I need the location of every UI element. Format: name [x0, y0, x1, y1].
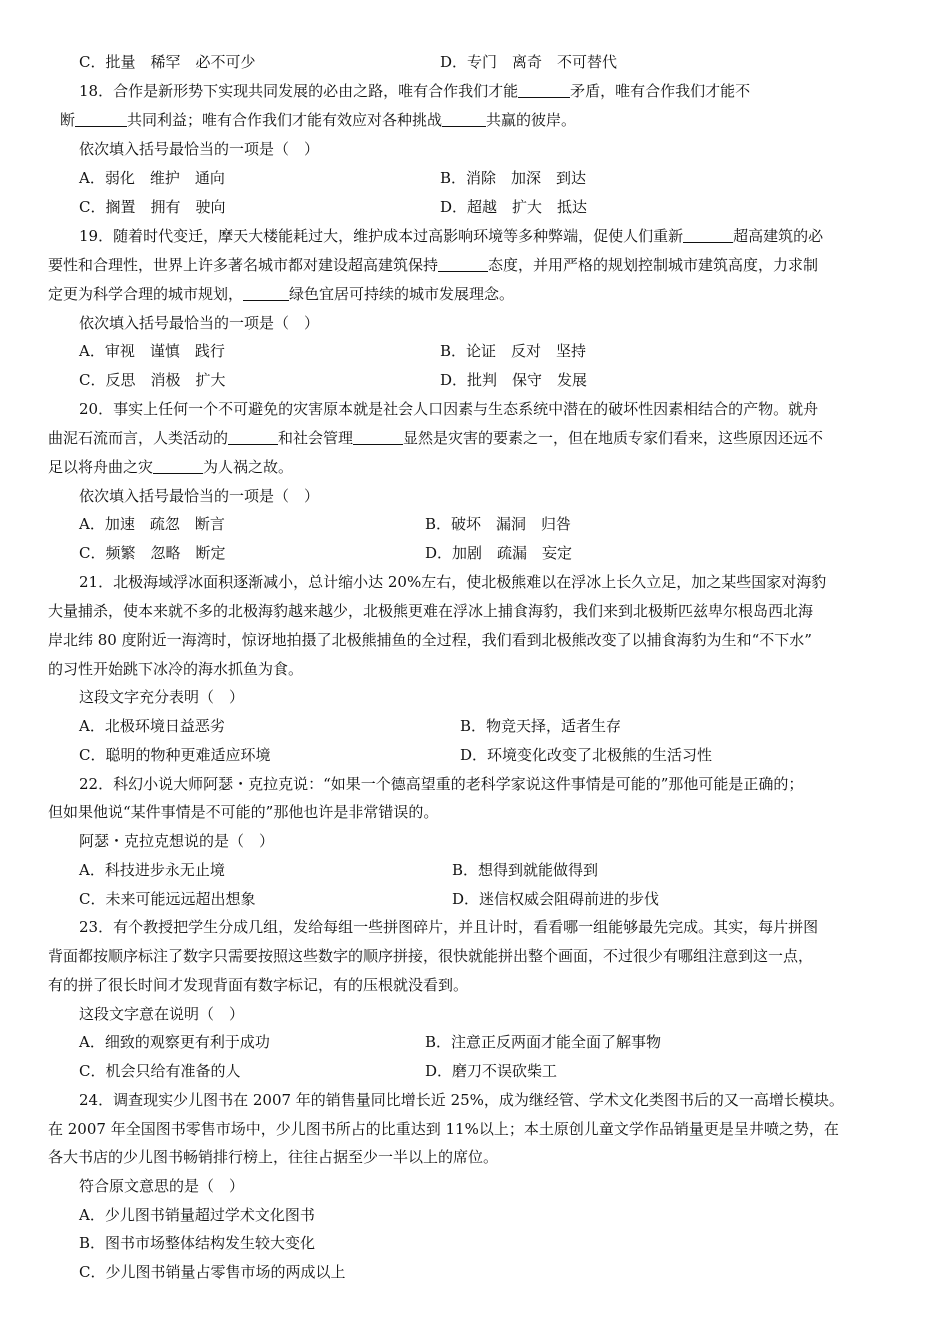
q22-option-b: B．想得到就能做得到 [452, 861, 599, 879]
q22-option-d: D．迷信权威会阻碍前进的步伐 [452, 890, 660, 908]
q17-option-c: C．批量 稀罕 必不可少 [79, 53, 256, 71]
q23-option-c: C．机会只给有准备的人 [79, 1062, 241, 1080]
q20-option-c: C．频繁 忽略 断定 [79, 544, 226, 562]
q19-option-c: C．反思 消极 扩大 [79, 371, 226, 389]
q23-stem-line-2: 背面都按顺序标注了数字只需要按照这些数字的顺序拼接，很快就能拼出整个画面，不过很少有哪组注意到这一点， [48, 947, 814, 965]
q21-option-b: B．物竞天择，适者生存 [460, 717, 622, 735]
q23-option-b: B．注意正反两面才能全面了解事物 [425, 1033, 662, 1051]
q19-option-a: A．审视 谨慎 践行 [79, 342, 225, 360]
q24-prompt: 符合原文意思的是（ ） [79, 1177, 245, 1195]
q20-stem-line-2: 曲泥石流而言，人类活动的 和社会管理 显然是灾害的要素之一，但在地质专家们看来，这些原因还远不 [48, 429, 824, 447]
q24-option-c: C．少儿图书销量占零售市场的两成以上 [79, 1263, 346, 1281]
q24-option-b: B．图书市场整体结构发生较大变化 [79, 1234, 316, 1252]
q21-stem-line-4: 的习性开始跳下冰冷的海水抓鱼为食。 [48, 660, 304, 678]
q22-prompt: 阿瑟・克拉克想说的是（ ） [79, 832, 275, 850]
q21-stem-line-3: 岸北纬 80 度附近一海湾时，惊讶地拍摄了北极熊捕鱼的全过程，我们看到北极熊改变了以捕食海豹为生和“不下水” [48, 631, 812, 649]
q23-stem-line-1: 23．有个教授把学生分成几组，发给每组一些拼图碎片，并且计时，看看哪一组能够最先完成。其实，每片拼图 [79, 918, 819, 936]
q19-prompt: 依次填入括号最恰当的一项是（ ） [79, 314, 320, 332]
q23-option-d: D．磨刀不误砍柴工 [425, 1062, 558, 1080]
fill-blank [153, 459, 203, 474]
q24-stem-line-3: 各大书店的少儿图书畅销排行榜上，往往占据至少一半以上的席位。 [48, 1148, 499, 1166]
q20-stem-line-3: 足以将舟曲之灾 为人祸之故。 [48, 458, 294, 476]
q18-option-d: D．超越 扩大 抵达 [440, 198, 588, 216]
fill-blank [228, 430, 278, 445]
q19-stem-line-1: 19．随着时代变迁，摩天大楼能耗过大，维护成本过高影响环境等多种弊端，促使人们重新 超高建筑的必 [79, 227, 824, 245]
q20-stem-line-1: 20．事实上任何一个不可避免的灾害原本就是社会人口因素与生态系统中潜在的破坏性因素相结合的产物。就舟 [79, 400, 819, 418]
q24-stem-line-2: 在 2007 年全国图书零售市场中，少儿图书所占的比重达到 11%以上；本土原创儿童文学作品销量更是呈井喷之势，在 [48, 1120, 839, 1138]
q21-stem-line-2: 大量捕杀，使本来就不多的北极海豹越来越少，北极熊更难在浮冰上捕食海豹，我们来到北极斯匹兹卑尔根岛西北海 [48, 602, 814, 620]
q19-option-b: B．论证 反对 坚持 [440, 342, 587, 360]
fill-blank [75, 112, 127, 127]
q22-stem-line-2: 但如果他说“某件事情是不可能的”那他也许是非常错误的。 [48, 803, 439, 821]
q18-stem-line-1: 18．合作是新形势下实现共同发展的必由之路，唯有合作我们才能 矛盾，唯有合作我们才能不 [79, 82, 751, 100]
q21-option-d: D．环境变化改变了北极熊的生活习性 [460, 746, 713, 764]
q20-option-d: D．加剧 疏漏 妄定 [425, 544, 573, 562]
q23-stem-line-3: 有的拼了很长时间才发现背面有数字标记，有的压根就没看到。 [48, 976, 469, 994]
q23-option-a: A．细致的观察更有利于成功 [79, 1033, 270, 1051]
fill-blank [353, 430, 403, 445]
q18-prompt: 依次填入括号最恰当的一项是（ ） [79, 140, 320, 158]
q23-prompt: 这段文字意在说明（ ） [79, 1005, 245, 1023]
fill-blank [438, 257, 488, 272]
fill-blank [243, 286, 289, 301]
q21-prompt: 这段文字充分表明（ ） [79, 688, 245, 706]
q18-stem-line-2: 断 共同利益；唯有合作我们才能有效应对各种挑战 共赢的彼岸。 [60, 111, 577, 129]
q17-option-d: D．专门 离奇 不可替代 [440, 53, 618, 71]
q22-stem-line-1: 22．科幻小说大师阿瑟・克拉克说：“如果一个德高望重的老科学家说这件事情是可能的”那他可能是正确的； [79, 775, 804, 793]
q21-stem-line-1: 21．北极海域浮冰面积逐渐减小，总计缩小达 20%左右，使北极熊难以在浮冰上长久立足，加之某些国家对海豹 [79, 573, 827, 591]
q24-stem-line-1: 24．调查现实少儿图书在 2007 年的销售量同比增长近 25%，成为继经管、学术文化类图书后的又一高增长模块。 [79, 1091, 844, 1109]
q21-option-c: C．聪明的物种更难适应环境 [79, 746, 271, 764]
q24-option-a: A．少儿图书销量超过学术文化图书 [79, 1206, 315, 1224]
q21-option-a: A．北极环境日益恶劣 [79, 717, 225, 735]
fill-blank [683, 228, 733, 243]
q20-prompt: 依次填入括号最恰当的一项是（ ） [79, 487, 320, 505]
q18-option-c: C．搁置 拥有 驶向 [79, 198, 226, 216]
q18-option-b: B．消除 加深 到达 [440, 169, 587, 187]
fill-blank [518, 83, 570, 98]
q19-stem-line-2: 要性和合理性，世界上许多著名城市都对建设超高建筑保持 态度，并用严格的规划控制城市建筑高度，力求制 [48, 256, 819, 274]
q19-stem-line-3: 定更为科学合理的城市规划， 绿色宜居可持续的城市发展理念。 [48, 285, 515, 303]
q20-option-a: A．加速 疏忽 断言 [79, 515, 225, 533]
q18-option-a: A．弱化 维护 通向 [79, 169, 225, 187]
q22-option-a: A．科技进步永无止境 [79, 861, 225, 879]
q20-option-b: B．破坏 漏洞 归咎 [425, 515, 572, 533]
q19-option-d: D．批判 保守 发展 [440, 371, 588, 389]
q22-option-c: C．未来可能远远超出想象 [79, 890, 256, 908]
fill-blank [442, 112, 486, 127]
